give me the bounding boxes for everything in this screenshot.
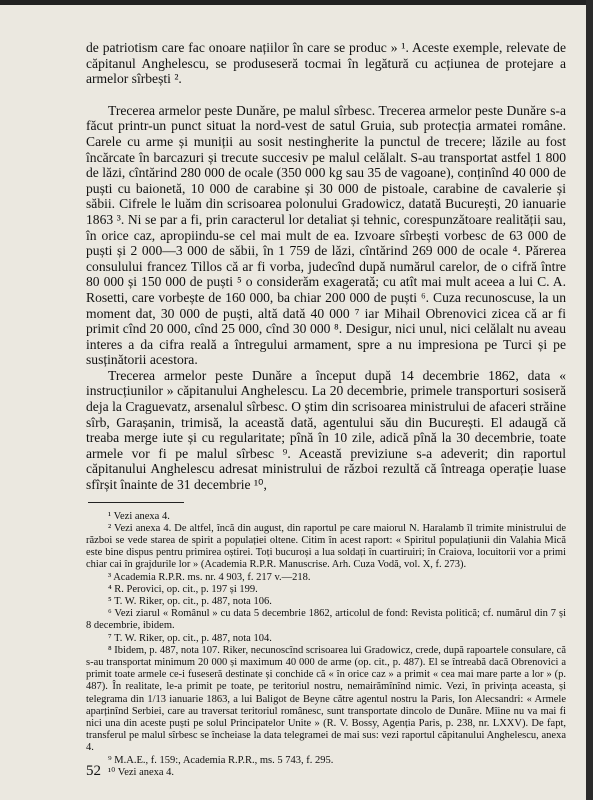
footnote-2: ² Vezi anexa 4. De altfel, încă din august, din raportul pe care maiorul N. Haralamb îl trimite ministrului de război se vede starea de spirit a populației oltene. Citim în acest raport: « Spiritul populațiunii din Valahia Mică este bine dispus pentru primirea oștirei. Toți bucuroși a lua soldați în cuartiruiri; în Craiova, locuitorii vor a primi chiar cai în grajdurile lor » (Academia R.P.R. Manuscrise. Arh. Cuza Vodă, vol. X, f. 273). bbox=[86, 522, 566, 571]
scan-border-top bbox=[0, 0, 593, 5]
paragraph-2: Trecerea armelor peste Dunăre, pe malul sîrbesc. Trecerea armelor peste Dunăre s-a făcut printr-un punct situat la nord-vest de satul Gruia, sub protecția armatei române. Carele cu arme și muniții au sosit nestingherite la punctul de trecere; lăzile au fost încărcate în barcazuri și trecute succesiv pe malul celălalt. S-au transportat astfel 1 800 de lăzi, cîntărind 280 000 de ocale (350 000 kg sau 35 de vagoane), conținînd 40 000 de puști cu baionetă, 10 000 de carabine și 30 000 de pistoale, carabine de cavalerie și săbii. Cifrele le luăm din scrisoarea polonului Gradowicz, datată București, 20 ianuarie 1863 ³. Ni se par a fi, prin caracterul lor detaliat și tehnic, corespunzătoare realității sau, în orice caz, apropiindu-se cel mai mult de ea. Izvoare sîrbești vorbesc de 63 000 de puști și 2 000—3 000 de săbii, în 1 759 de lăzi, cîntărind 269 000 de ocale ⁴. Părerea consulului francez Tillos că ar fi vorba, judecînd după numărul carelor, de o cifră între 80 000 și 150 000 de puști ⁵ o considerăm exagerată; cu atît mai mult aceea a lui C. A. Rosetti, care vorbește de 160 000, ba chiar 200 000 de puști ⁶. Cuza recunoscuse, la un moment dat, 30 000 de puști, altă dată 40 000 ⁷ iar Mihail Obrenovici zicea că ar fi primit cînd 20 000, cînd 25 000, cînd 30 000 ⁸. Desigur, nici unul, nici celălalt nu aveau interes a da cifra reală a întregului armament, spre a nu impresiona pe Turci și pe susținătorii acestora. bbox=[86, 102, 566, 368]
footnotes bbox=[86, 511, 566, 779]
paragraph-1: de patriotism care fac onoare națiilor în care se produc » ¹. Aceste exemple, relevate de căpitanul Anghelescu, se produseseră tocmai în legătură cu acțiunea de protejare a armelor sîrbești ². bbox=[86, 40, 566, 87]
paragraph-gap bbox=[86, 87, 566, 103]
footnote-7: ⁷ T. W. Riker, op. cit., p. 487, nota 104. bbox=[108, 632, 272, 644]
scan-border-right bbox=[586, 0, 593, 800]
paragraph-3: Trecerea armelor peste Dunăre a început după 14 decembrie 1862, data « instrucțiunilor » căpitanului Anghelescu. La 20 decembrie, primele transporturi sosiseră deja la Craguevatz, arsenalul sîrbesc. O știm din scrisoarea ministrului de afaceri străine sîrb, Garașanin, trimisă, la această dată, agentului său din București. El adaugă că treaba merge iute și cu regularitate; pînă în 10 zile, adică pînă la 30 decembrie, toate armele vor fi pe malul sîrbesc ⁹. Această previziune s-a adeverit; din raportul căpitanului Anghelescu adresat ministrului de război rezultă că întreaga operație luase sfîrșit înainte de 31 decembrie ¹⁰, bbox=[86, 367, 566, 493]
footnote-8: ⁸ Ibidem, p. 487, nota 107. Riker, necunoscînd scrisoarea lui Gradowicz, crede, după rapoartele consulare, că s-au transportat minimum 20 000 și maximum 40 000 de arme (op. cit., p. 487). El se întreabă dacă Obrenovici a primit toate armele ce-i fuseseră destinate și conchide că « în orice caz » a primit « cea mai mare parte a lor » (p. 487). În realitate, le-a primit pe toate, pe teritoriul nostru, nemairămînînd nimic. Vezi, în privința aceasta, și telegrama din 1/13 ianuarie 1863, a lui Baligot de Beyne către agentul nostru la Paris, Ion Alecsandri: « Armele aparținînd Serbiei, care au traversat teritoriul românesc, sunt transportate dincolo de Dunăre. Mîine nu va mai fi nici una din aceste puști pe solul Principatelor Unite » (R. V. Bossy, Agenția Paris, p. 238, nr. LXXV). De fapt, transferul pe malul sîrbesc se încheiase la data telegramei de mai sus: vezi raportul căpitanului Anghelescu, anexa 4. bbox=[86, 644, 566, 754]
footnote-6: ⁶ Vezi ziarul « Românul » cu data 5 decembrie 1862, articolul de fond: Revista politică; cf. numărul din 7 și 8 decembrie, ibidem. bbox=[86, 608, 566, 632]
footnote-3: ³ Academia R.P.R. ms. nr. 4 903, f. 217 v.—218. bbox=[108, 571, 311, 583]
footnote-10: ¹⁰ Vezi anexa 4. bbox=[108, 766, 175, 778]
page-number: 52 bbox=[86, 763, 101, 779]
page-content bbox=[86, 40, 566, 779]
footnote-1: ¹ Vezi anexa 4. bbox=[108, 510, 170, 522]
footnote-4: ⁴ R. Perovici, op. cit., p. 197 și 199. bbox=[108, 583, 258, 595]
footnote-separator bbox=[88, 502, 184, 503]
footnote-5: ⁵ T. W. Riker, op. cit., p. 487, nota 106. bbox=[108, 596, 272, 608]
footnote-9: ⁹ M.A.E., f. 159:, Academia R.P.R., ms. 5 743, f. 295. bbox=[108, 754, 334, 766]
